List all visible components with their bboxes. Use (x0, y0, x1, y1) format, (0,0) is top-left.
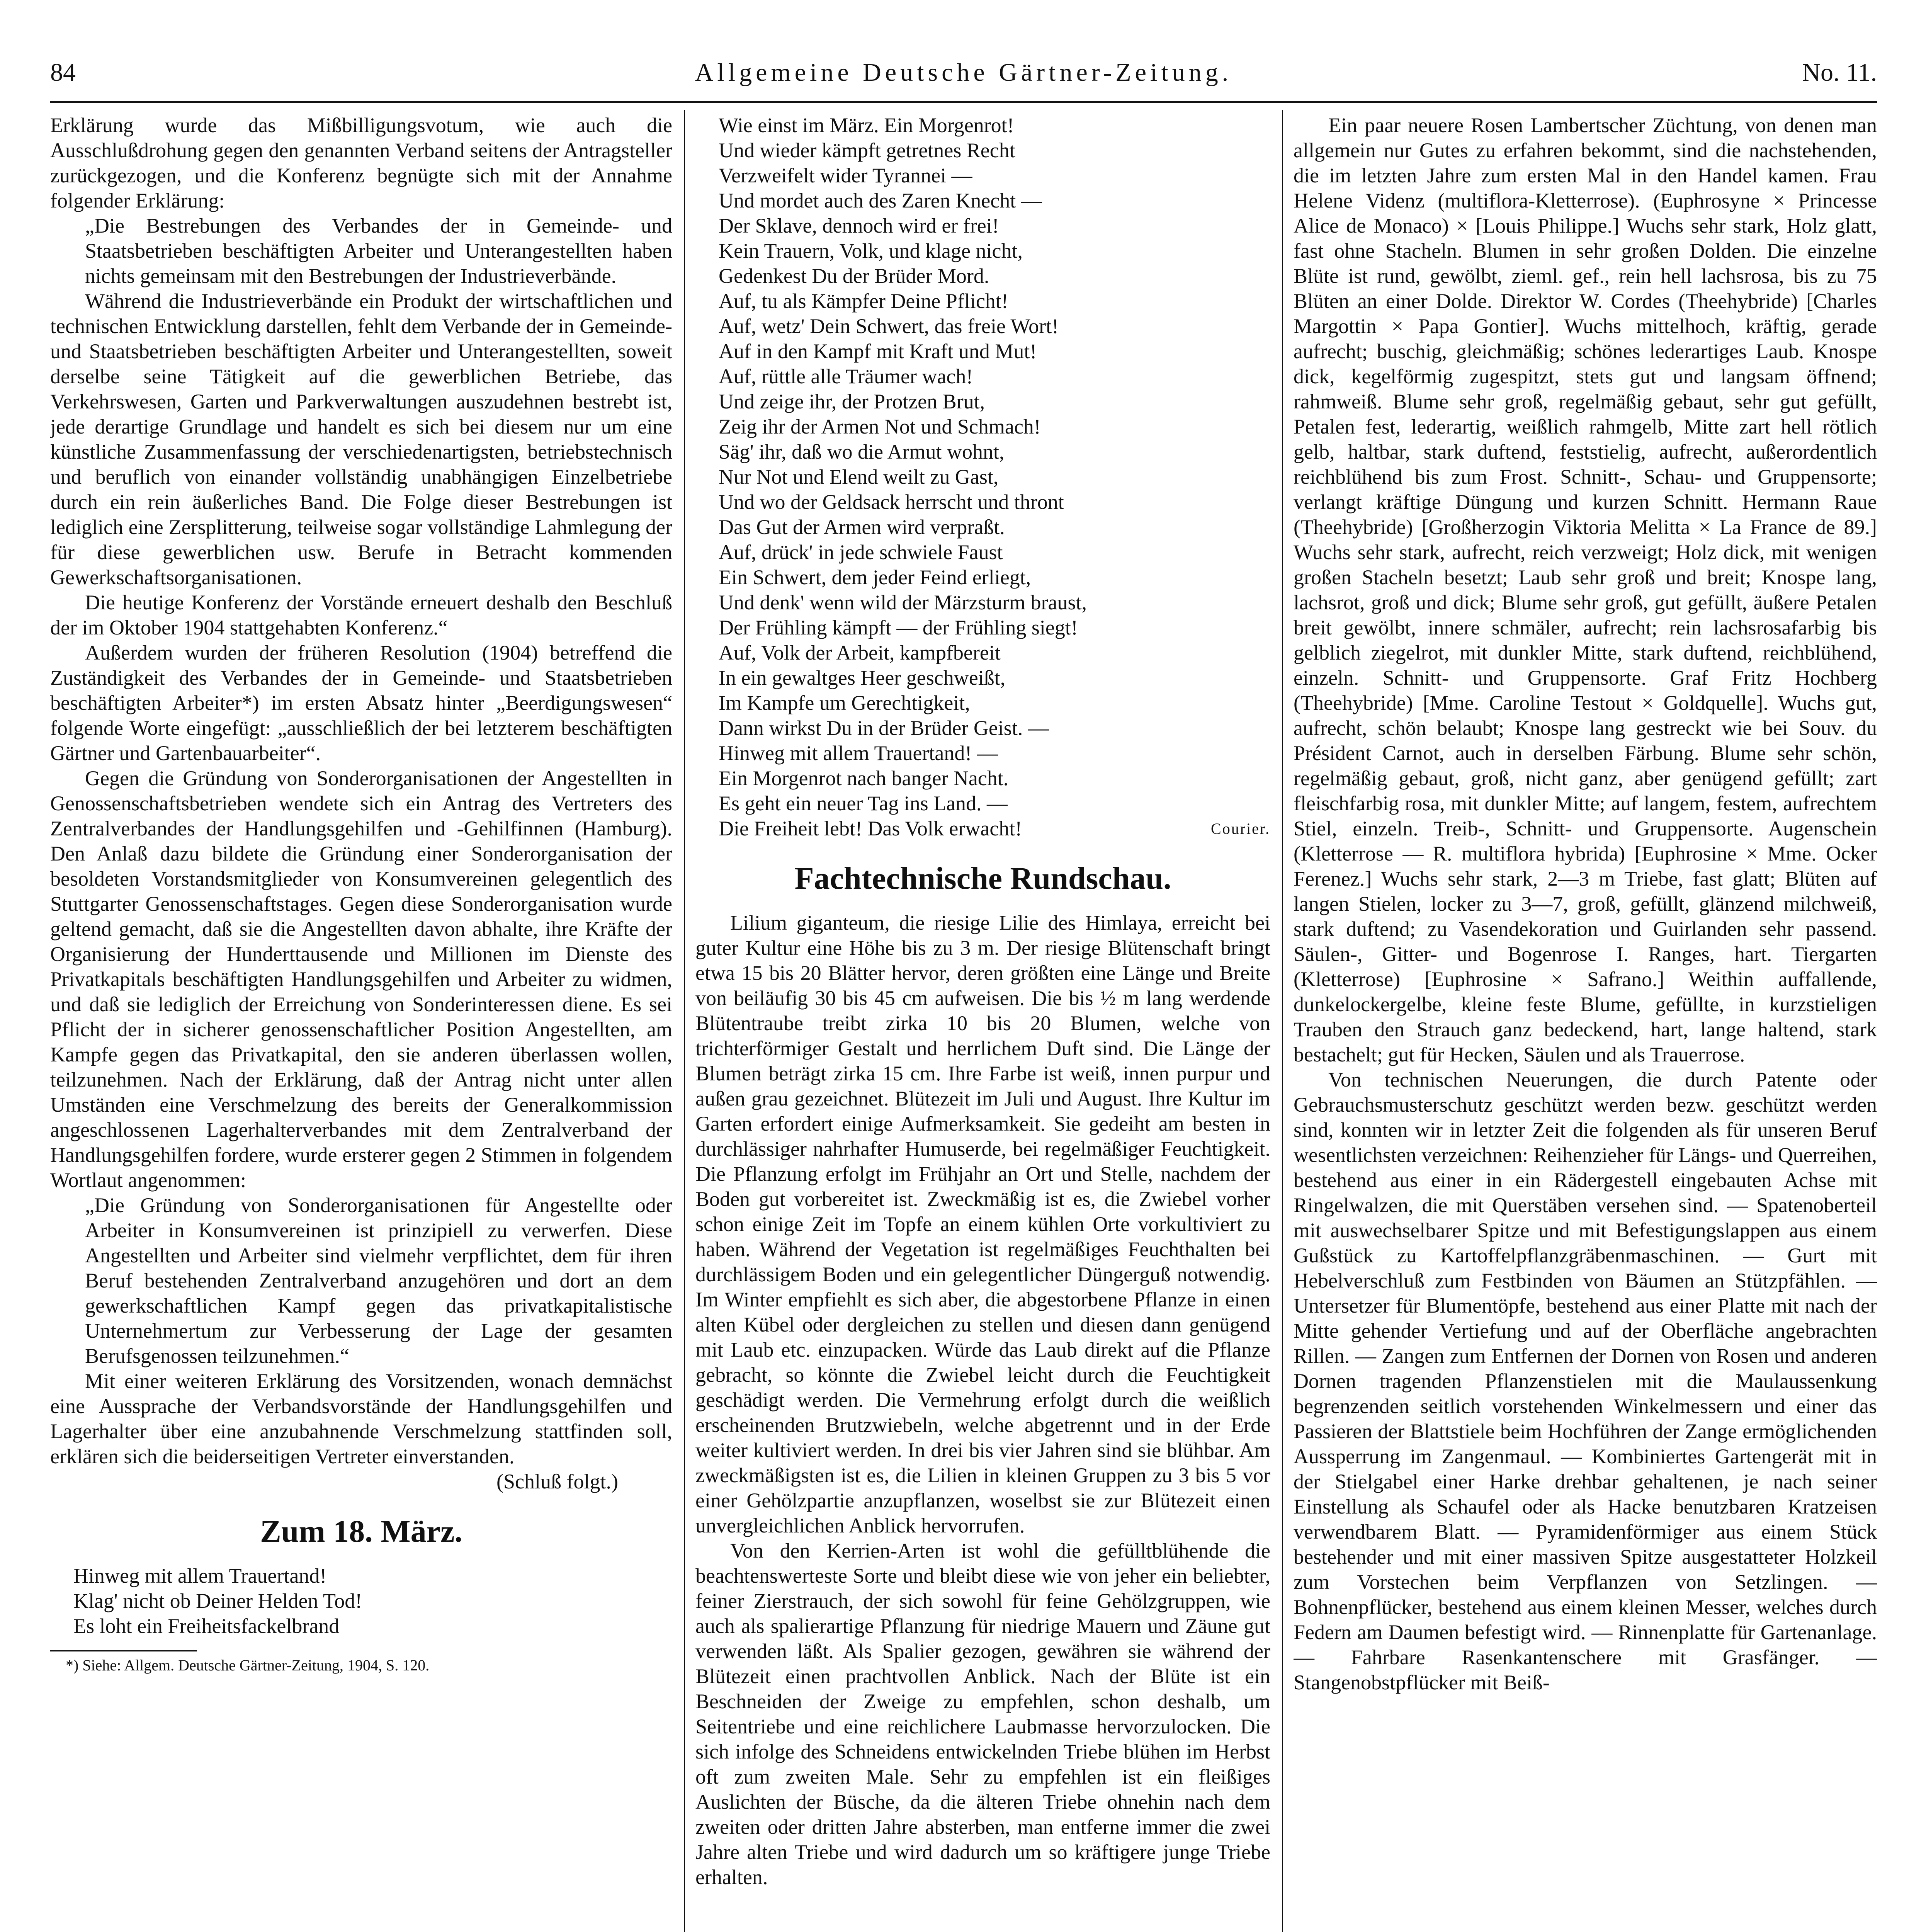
poem-line: Säg' ihr, daß wo die Armut wohnt, (719, 440, 1005, 463)
page-header (50, 58, 1877, 104)
poem-line: Verzweifelt wider Tyrannei — (719, 164, 972, 187)
poem-line: Das Gut der Armen wird verpraßt. (719, 515, 1005, 539)
poem-line: Dann wirkst Du in der Brüder Geist. — (719, 716, 1049, 740)
header-rule (50, 101, 1877, 103)
poem-line: Und wo der Geldsack herrscht und thront (719, 490, 1064, 514)
poem-heading: Zum 18. März. (260, 1514, 462, 1549)
poem-line: Der Frühling kämpft — der Frühling siegt! (719, 616, 1078, 639)
quote-paragraph: „Die Bestrebungen des Verbandes der in Gemeinde- und Staatsbetrieben beschäftigten Arbeiter und Unterangestellten haben nichts gemeinsam mit den Bestrebungen der Industrieverbände. (85, 214, 672, 287)
column-divider-1 (684, 110, 685, 1932)
poem-continuation (695, 113, 1270, 841)
quote-paragraph: „Die Gründung von Sonderorganisationen für Angestellte oder Arbeiter in Konsumvereinen ist prinzipiell zu verwerfen. Diese Angestellten und Arbeiter sind vielmehr verpflichtet, dem für ihren Beruf bestehenden Zentralverband anzugehören und dort an dem gewerkschaftlichen Kampf gegen das privatkapitalistische Unternehmertum zur Verbesserung der Lage der gesamten Berufsgenossen teilzunehmen.“ (85, 1194, 672, 1367)
poem-line: Und denk' wenn wild der Märzsturm braust, (719, 591, 1087, 614)
paragraph: Außerdem wurden der früheren Resolution (1904) betreffend die Zuständigkeit des Verbandes der in Gemeinde- und Staatsbetrieben beschäftigten Arbeiter*) im ersten Absatz hinter „Beerdigungswesen“ folgende Worte eingefügt: „ausschließlich der bei letzterem beschäftigten Gärtner und Gartenbauarbeiter“. (50, 641, 672, 765)
paragraph: Gegen die Gründung von Sonderorganisationen der Angestellten in Genossenschaftsbetrieben wendete sich ein Antrag des Vertreters des Zentralverbandes der Handlungsgehilfen und -Gehilfinnen (Hamburg). Den Anlaß dazu bildete die Gründung einer Sonderorganisation der besoldeten Vorstandsmitglieder von Konsumvereinen gelegentlich des Stuttgarter Genossenschaftstages. Gegen diese Sonderorganisation wurde geltend gemacht, daß sie die Angestellten davon abhalte, ihre Kräfte der Organisierung der Hunderttausende und Millionen im Dienste des Privatkapitals beschäftigten Handlungsgehilfen und Arbeiter zu widmen, und daß sie lediglich der Erreichung von Sonderinteressen diene. Es sei Pflicht der in sicherer genossenschaftlicher Position Angestellten, am Kampfe gegen das Privatkapital, den sie anderen überlassen wollen, teilzunehmen. Nach der Erklärung, daß der Antrag nicht unter allen Umständen eine Verschmelzung des bereits der Generalkommission angeschlossenen Lagerhalterverbandes mit dem Zentralverband der Handlungsgehilfen fordere, wurde ersterer gegen 2 Stimmen in folgendem Wortlaut angenommen: (50, 767, 672, 1192)
poem-line: Es loht ein Freiheitsfackelbrand (73, 1614, 340, 1638)
poem-line: In ein gewaltges Heer geschweißt, (719, 666, 1006, 689)
poem-source: Courier. (1211, 820, 1270, 837)
footnote: *) Siehe: Allgem. Deutsche Gärtner-Zeitung, 1904, S. 120. (66, 1656, 430, 1674)
poem-line: Hinweg mit allem Trauertand! — (719, 742, 998, 765)
issue-number: No. 11. (1802, 58, 1877, 87)
column-divider-2 (1282, 110, 1283, 1932)
poem-line: Der Sklave, dennoch wird er frei! (719, 214, 999, 237)
poem-line: Und mordet auch des Zaren Knecht — (719, 189, 1042, 212)
journal-title: Allgemeine Deutsche Gärtner-Zeitung. (695, 58, 1232, 87)
poem-line: Es geht ein neuer Tag ins Land. — (719, 792, 1008, 815)
poem-line: Klag' nicht ob Deiner Helden Tod! (73, 1589, 362, 1612)
poem-line: Wie einst im März. Ein Morgenrot! (719, 114, 1014, 137)
paragraph: Von den Kerrien-Arten ist wohl die gefülltblühende die beachtenswerteste Sorte und bleibt diese wie von jeher ein beliebter, feiner Zierstrauch, der sich sowohl für feine Gehölzgruppen, wie auch als spalierartige Pflanzung für niedrige Mauern und Zäune gut verwenden läßt. Als Spalier gezogen, gewähren sie während der Blütezeit einen prachtvollen Anblick. Nach der Blüte ist ein Beschneiden der Zweige zu empfehlen, schon deshalb, um Seitentriebe und eine reichlichere Laubmasse hervorzulocken. Die sich infolge des Schneidens entwickelnden Triebe blühen im Herbst oft zum zweiten Male. Sehr zu empfehlen ist ein fleißiges Auslichten der Büsche, da die älteren Triebe ohnehin nach dem zweiten oder dritten Jahre absterben, man entferne immer die zwei Jahre alten Triebe und wird dadurch um so kräftigere junge Triebe erhalten. (695, 1539, 1270, 1889)
paragraph: Die heutige Konferenz der Vorstände erneuert deshalb den Beschluß der im Oktober 1904 stattgehabten Konferenz.“ (50, 591, 672, 639)
paragraph: Während die Industrieverbände ein Produkt der wirtschaftlichen und technischen Entwicklung darstellen, fehlt dem Verbande der in Gemeinde- und Staatsbetrieben beschäftigten Arbeiter und Unterangestellten, soweit derselbe seine Tätigkeit auf die gewerblichen Betriebe, das Verkehrswesen, Garten und Parkverwaltungen auszudehnen bestrebt ist, jede derartige Grundlage und handelt es sich bei diesem nur um eine künstliche Zusammenfassung der verschiedenartigsten, betriebstechnisch und beruflich von einander vollständig unabhängigen Einzelbetriebe durch ein rein äußerliches Band. Die Folge dieser Bestrebungen ist lediglich eine Zersplitterung, teilweise sogar vollständige Lahmlegung der für diese gewerblichen usw. Berufe in Betracht kommenden Gewerkschaftsorganisationen. (50, 289, 672, 589)
paragraph: Ein paar neuere Rosen Lambertscher Züchtung, von denen man allgemein nur Gutes zu erfahren bekommt, sind die nachstehenden, die im letzten Jahre zum ersten Mal in den Handel kamen. Frau Helene Videnz (multiflora-Kletterrose). (Euphrosyne × Princesse Alice de Monaco) × [Louis Philippe.] Wuchs sehr stark, Holz glatt, fast ohne Stacheln. Blumen in sehr großen Dolden. Die einzelne Blüte ist rund, gewölbt, zieml. gef., rein hell lachsrosa, bis zu 75 Blüten an einer Dolde. Direktor W. Cordes (Theehybride) [Charles Margottin × Papa Gontier]. Wuchs mittelhoch, kräftig, gerade aufrecht; buschig, gleichmäßig; schönes lederartiges Laub. Knospe dick, kegelförmig zugespitzt, stets gut und langsam öffnend; rahmweiß. Blume sehr groß, regelmäßig gebaut, sehr gut gefüllt, Petalen fest, lederartig, weißlich rahmgelb, Mitte zart hell rötlich gelb, haltbar, stark duftend, feststielig, aufrecht, außerordentlich reichblühend bis zum Frost. Schnitt-, Schau- und Gruppensorte; verlangt kräftige Düngung und kurzen Schnitt. Hermann Raue (Theehybride) [Großherzogin Viktoria Melitta × La France de 89.] Wuchs sehr stark, aufrecht, reich verzweigt; Holz dick, mit wenigen großen Stacheln besetzt; Laub sehr groß und breit; Knospe lang, lachsrot, groß und dick; Blume sehr groß, gut gefüllt, äußere Petalen breit gewölbt, innere schmäler, aufrecht; rein lachsrosafarbig bis gelblich ziegelrot, mit dunkler Mitte, stark duftend, reichblühend, einzeln. Schnitt- und Gruppensorte. Graf Fritz Hochberg (Theehybride) [Mme. Caroline Testout × Goldquelle]. Wuchs gut, aufrecht, schön belaubt; Knospe lang gestreckt wie bei Souv. du Président Carnot, auch in derselben Färbung. Blume sehr schön, regelmäßig gebaut, groß, nicht ganz, aber genügend gefüllt; zart fleischfarbig rosa, mit dunkler Mitte; auf langem, festem, aufrechtem Stiel, einzeln. Treib-, Schnitt- und Gruppensorte. Augenschein (Kletterrose — R. multiflora hybrida) [Euphrosine × Mme. Ocker Ferenez.] Wuchs sehr stark, 2—3 m Triebe, fast glatt; Blüten auf langen Stielen, locker zu 3—7, groß, gefüllt, glänzend milchweiß, stark duftend; zu Vasendekoration und Guirlanden sehr passend. Säulen-, Gitter- und Bogenrose I. Ranges, hart. Tiergarten (Kletterrose) [Euphrosine × Safrano.] Weithin auffallende, dunkelockergelbe, kleine feste Blume, gefüllte, in kurzstieligen Trauben den Strauch ganz bedeckend, hart, lange haltend, stark bestachelt; gut für Hecken, Säulen und als Trauerrose. (1294, 114, 1877, 1066)
poem-line: Hinweg mit allem Trauertand! (73, 1564, 327, 1587)
poem-line: Auf, tu als Kämpfer Deine Pflicht! (719, 289, 1008, 313)
poem-last-line-row (695, 816, 1270, 841)
poem-line: Ein Morgenrot nach banger Nacht. (719, 767, 1009, 790)
poem-line: Und zeige ihr, der Protzen Brut, (719, 390, 985, 413)
column-3 (1294, 113, 1877, 1932)
column-1 (50, 113, 672, 1932)
poem-start (50, 1563, 672, 1639)
section-heading: Fachtechnische Rundschau. (794, 861, 1171, 896)
poem-line: Nur Not und Elend weilt zu Gast, (719, 465, 999, 488)
poem-line: Gedenkest Du der Brüder Mord. (719, 264, 989, 287)
poem-line: Und wieder kämpft getretnes Recht (719, 139, 1015, 162)
paragraph: Von technischen Neuerungen, die durch Patente oder Gebrauchsmusterschutz geschützt werden bezw. geschützt werden sind, konnten wir in letzter Zeit die folgenden als für unseren Beruf wesentlichsten verzeichnen: Reihenzieher für Längs- und Querreihen, bestehend aus einer in ein Rädergestell eingebauten Achse mit Ringelwalzen, die mit Querstäben versehen sind. — Spatenoberteil mit auswechselbarer Spitze und mit Befestigungslappen aus einem Gußstück zu Kartoffelpflanzgräbenmaschinen. — Gurt mit Hebelverschluß zum Festbinden von Bäumen an Stützpfählen. — Untersetzer für Blumentöpfe, bestehend aus einer Platte mit nach der Mitte gehender Vertiefung und auf der Oberfläche angebrachten Rillen. — Zangen zum Entfernen der Dornen von Rosen und anderen Dornen tragenden Pflanzenstielen mit die Maulaussenkung begrenzenden seitlich vorstehenden Winkelmessern und einer das Passieren der Blattstiele beim Hochführen der Zange ermöglichenden Aussperrung im Zangenmaul. — Kombiniertes Gartengerät mit in der Stielgabel einer Harke drehbar gehaltenen, je nach seiner Einstellung als Schaufel oder als Hacke benutzbaren Kratzeisen verwendbarem Blatt. — Pyramidenförmiger aus einem Stück bestehender und mit einer massiven Spitze ausgestatteter Holzkeil zum Vorstechen beim Verpflanzen von Setzlingen. — Bohnenpflücker, bestehend aus einem kleinen Messer, welches durch Federn am Daumen befestigt wird. — Rinnenplatte für Gartenanlage. — Fahrbare Rasenkantenschere mit Grasfänger. — Stangenobstpflücker mit Beiß- (1294, 1068, 1877, 1694)
column-2 (695, 113, 1270, 1932)
poem-line: Auf, rüttle alle Träumer wach! (719, 365, 973, 388)
poem-line: Auf, Volk der Arbeit, kampfbereit (719, 641, 1001, 664)
poem-line: Ein Schwert, dem jeder Feind erliegt, (719, 566, 1031, 589)
poem-line: Im Kampfe um Gerechtigkeit, (719, 691, 970, 714)
poem-line: Auf, drück' in jede schwiele Faust (719, 541, 1003, 564)
poem-line: Auf in den Kampf mit Kraft und Mut! (719, 340, 1037, 363)
paragraph: Lilium giganteum, die riesige Lilie des Himlaya, erreicht bei guter Kultur eine Höhe bis zu 3 m. Der riesige Blütenschaft bringt etwa 15 bis 20 Blätter hervor, deren größten eine Länge und Breite von beiläufig 30 bis 45 cm aufweisen. Die bis ½ m lang werdende Blütentraube treibt zirka 10 bis 20 Blumen, welche von trichterförmiger Gestalt und herrlichem Duft sind. Die Länge der Blumen beträgt zirka 15 cm. Ihre Farbe ist weiß, innen purpur und außen grau gezeichnet. Blütezeit im Juli und August. Ihre Kultur im Garten erfordert einige Aufmerksamkeit. Sie gedeiht am besten in durchlässiger nahrhafter Humuserde, bei regelmäßiger Feuchtigkeit. Die Pflanzung erfolgt im Frühjahr an Ort und Stelle, nachdem der Boden gut vorbereitet ist. Zweckmäßig ist es, die Zwiebel vorher schon einige Zeit im Topfe an einem kühlen Orte vorkultiviert zu haben. Während der Vegetation ist regelmäßiges Feuchthalten bei durchlässigem Boden und ein gelegentlicher Düngerguß notwendig. Im Winter empfiehlt es sich aber, die abgestorbene Pflanze in einen alten Kübel oder dergleichen zu stellen und diesen dann genügend mit Laub etc. einzupacken. Würde das Laub direkt auf die Pflanze gebracht, so könnte die Zwiebel leicht durch die Feuchtigkeit geschädigt werden. Die Vermehrung erfolgt durch die weißlich erscheinenden Brutzwiebeln, welche abgetrennt und in der Erde weiter kultiviert werden. In drei bis vier Jahren sind sie blühbar. Am zweckmäßigsten ist es, die Lilien in kleinen Gruppen zu 3 bis 5 vor einer Gehölzpartie anzupflanzen, woselbst sie zur Blütezeit einen unvergleichlichen Anblick hervorrufen. (695, 911, 1270, 1537)
page-number: 84 (50, 58, 76, 87)
continued-note: (Schluß folgt.) (496, 1470, 618, 1493)
poem-line: Auf, wetz' Dein Schwert, das freie Wort! (719, 315, 1059, 338)
poem-line: Die Freiheit lebt! Das Volk erwacht! (719, 817, 1022, 840)
poem-line: Zeig ihr der Armen Not und Schmach! (719, 415, 1041, 438)
paragraph: Mit einer weiteren Erklärung des Vorsitzenden, wonach demnächst eine Aussprache der Verbandsvorstände der Handlungsgehilfen und Lagerhalter über eine anzubahnende Verschmelzung stattfinden soll, erklären sich die beiderseitigen Vertreter einverstanden. (50, 1369, 672, 1468)
poem-line: Kein Trauern, Volk, und klage nicht, (719, 239, 1023, 262)
paragraph: Erklärung wurde das Mißbilligungsvotum, wie auch die Ausschlußdrohung gegen den genannten Verband seitens der Antragsteller zurückgezogen, und die Konferenz begnügte sich mit der Annahme folgender Erklärung: (50, 114, 672, 212)
footnote-rule (50, 1650, 197, 1651)
